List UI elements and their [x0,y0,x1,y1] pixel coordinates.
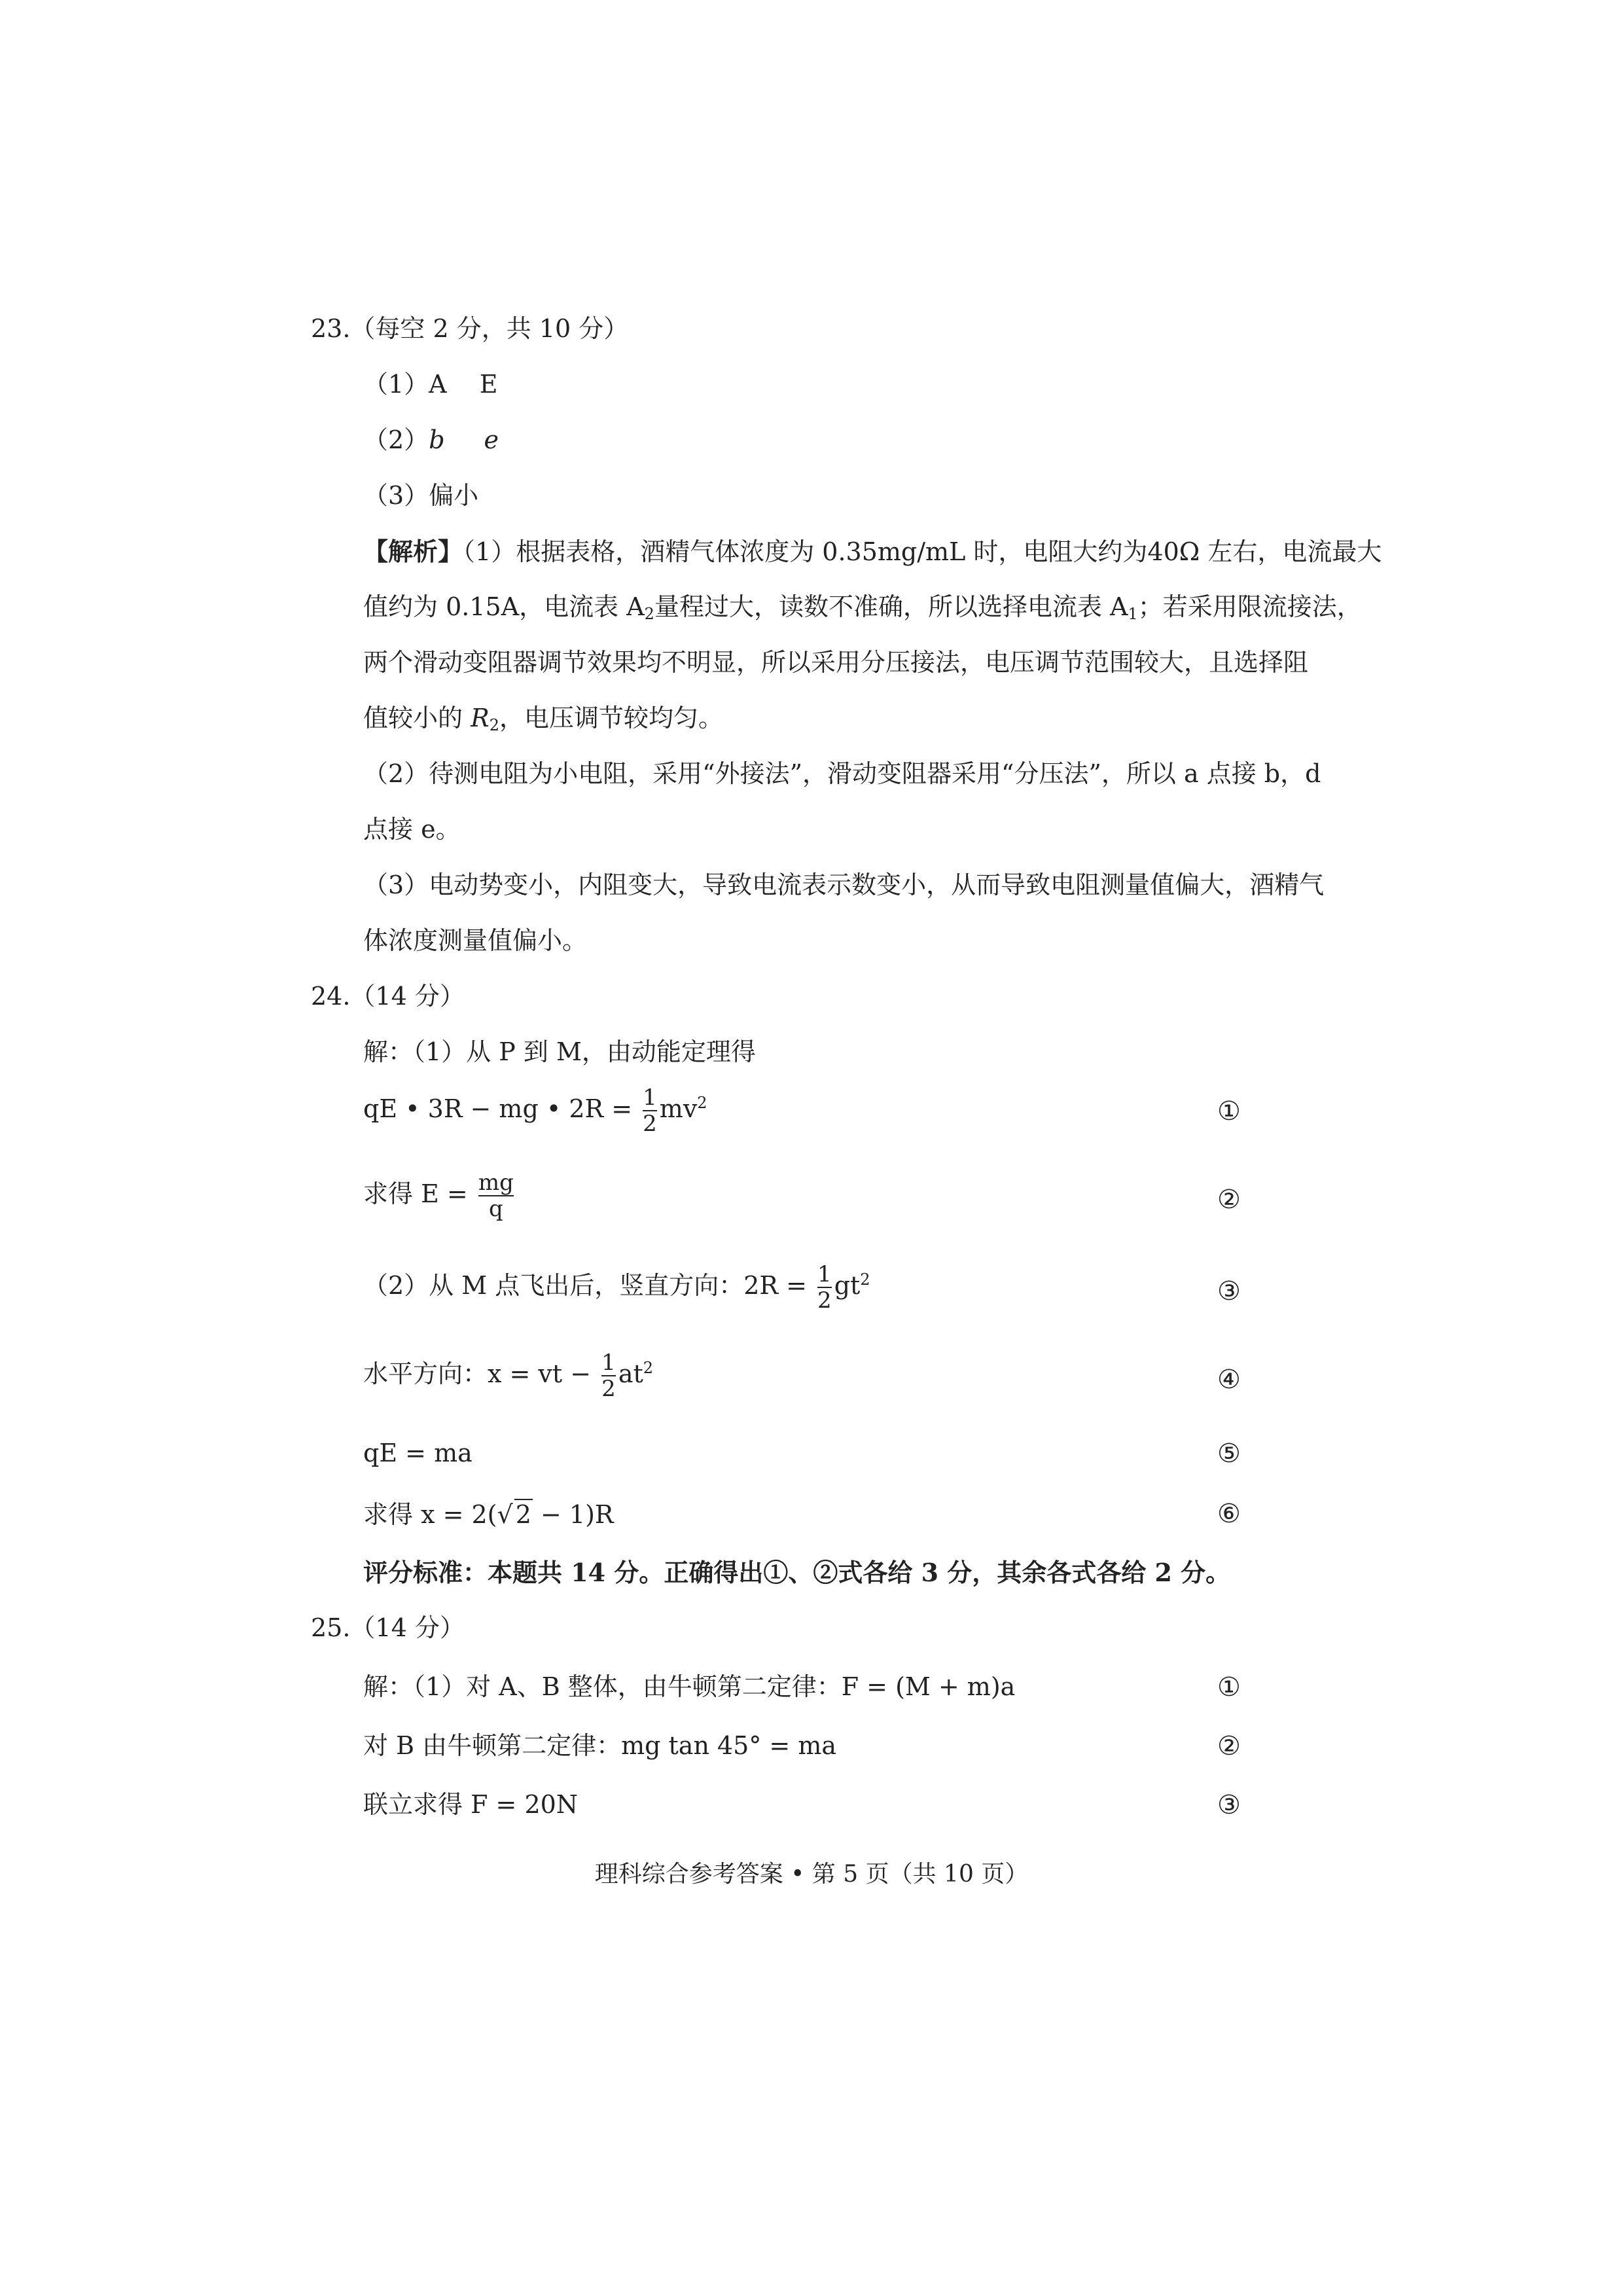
analysis-tag: 【解析】 [363,537,463,566]
q23-answer-2-prefix: （2） [363,425,429,454]
q23-analysis-line-4 [363,704,723,735]
q23-analysis-line-2 [363,592,1362,624]
q24-mark-2: ② [1217,1185,1241,1215]
q24-eq1-right: mv [659,1094,698,1124]
q24-mark-4: ④ [1217,1365,1241,1395]
q24-eq6-pre: 求得 x = 2( [363,1500,497,1529]
q23-analysis-line-6: 点接 e。 [363,815,461,844]
q24-mark-5: ⑤ [1217,1439,1241,1469]
analysis-1b-post: ；若采用限流接法， [1137,592,1362,621]
q24-mark-3: ③ [1217,1276,1241,1306]
q25-eq1: 解：（1）对 A、B 整体，由牛顿第二定律：F = (M + m)a [363,1672,1016,1701]
analysis-1d-post: ，电压调节较均匀。 [499,704,724,732]
q25-header: 25.（14 分） [311,1613,465,1642]
q25-eq3: 联立求得 F = 20N [363,1790,579,1819]
q24-eq5: qE = ma [363,1439,473,1467]
q24-eq2-prefix: 求得 E = [363,1179,476,1209]
q24-eq2-fraction [478,1172,514,1221]
sqrt-sign: √ [497,1500,513,1529]
q24-eq6 [363,1499,614,1530]
q24-eq4-exp: 2 [643,1359,654,1378]
q24-eq3 [363,1263,870,1312]
q23-analysis-line-1 [363,537,1382,567]
analysis-1a: （1）根据表格，酒精气体浓度为 0.35mg/mL 时，电阻大约为40Ω 左右，电流最大 [463,537,1382,566]
q24-eq3-num: 1 [817,1261,832,1287]
q24-eq3-den: 2 [817,1287,832,1314]
q25-mark-1: ① [1217,1672,1241,1702]
q23-answer-2 [363,425,499,456]
q24-eq4-fraction [601,1352,616,1401]
q24-intro: 解：（1）从 P 到 M，由动能定理得 [363,1037,756,1066]
analysis-1d-sub: 2 [489,716,500,734]
q25-mark-3: ③ [1217,1790,1241,1820]
q23-analysis-line-8: 体浓度测量值偏小。 [363,926,588,955]
q24-eq6-post: − 1)R [532,1500,614,1529]
analysis-1d-r: R [471,704,490,732]
q24-eq2-den: q [478,1195,514,1221]
q24-eq1 [363,1086,707,1136]
q24-eq2 [363,1172,516,1221]
q23-header: 23.（每空 2 分，共 10 分） [311,314,629,343]
q24-scoring: 评分标准：本题共 14 分。正确得出①、②式各给 3 分，其余各式各给 2 分。 [363,1558,1231,1587]
analysis-1b-mid: 量程过大，读数不准确，所以选择电流表 A [654,592,1128,621]
analysis-1b-sub1: 2 [644,605,654,623]
q23-answer-2-e: e [484,425,499,454]
q23-answer-3: （3）偏小 [363,481,479,510]
q24-eq4-right: at [618,1359,643,1389]
q24-eq1-den: 2 [643,1110,657,1137]
analysis-1d-pre: 值较小的 [363,704,463,732]
q24-eq6-root: 2 [515,1500,531,1529]
q24-eq4-num: 1 [601,1350,616,1376]
analysis-1b-pre: 值约为 0.15A，电流表 A [363,592,645,621]
q24-eq3-right: gt [834,1271,861,1300]
q24-eq1-exp: 2 [697,1094,707,1113]
q24-eq4-den: 2 [601,1375,616,1402]
q23-answer-2-b: b [429,425,445,454]
q24-eq4-text: 水平方向：x = vt − [363,1359,599,1389]
q23-analysis-line-5: （2）待测电阻为小电阻，采用“外接法”，滑动变阻器采用“分压法”，所以 a 点接 b，d [363,759,1321,788]
q24-eq3-exp: 2 [860,1270,870,1289]
page-footer: 理科综合参考答案 • 第 5 页（共 10 页） [594,1861,1029,1888]
q23-analysis-line-7: （3）电动势变小，内阻变大，导致电流表示数变小，从而导致电阻测量值偏大，酒精气 [363,870,1325,899]
q24-eq3-text: （2）从 M 点飞出后，竖直方向：2R = [363,1271,815,1300]
q25-mark-2: ② [1217,1731,1241,1761]
q24-eq2-num: mg [478,1170,514,1196]
q23-analysis-line-3: 两个滑动变阻器调节效果均不明显，所以采用分压接法，电压调节范围较大，且选择阻 [363,648,1309,677]
q24-eq4 [363,1352,653,1401]
q24-eq1-fraction [643,1086,657,1136]
analysis-1b-sub2: 1 [1128,605,1138,623]
q25-eq2: 对 B 由牛顿第二定律：mg tan 45° = ma [363,1731,837,1760]
q24-eq1-left: qE • 3R − mg • 2R = [363,1094,641,1124]
q24-header: 24.（14 分） [311,982,465,1011]
q24-mark-6: ⑥ [1217,1499,1241,1529]
q23-answer-1: （1）A E [363,370,498,399]
q24-eq1-num: 1 [643,1085,657,1111]
q24-eq3-fraction [817,1263,832,1312]
q24-mark-1: ① [1217,1096,1241,1126]
